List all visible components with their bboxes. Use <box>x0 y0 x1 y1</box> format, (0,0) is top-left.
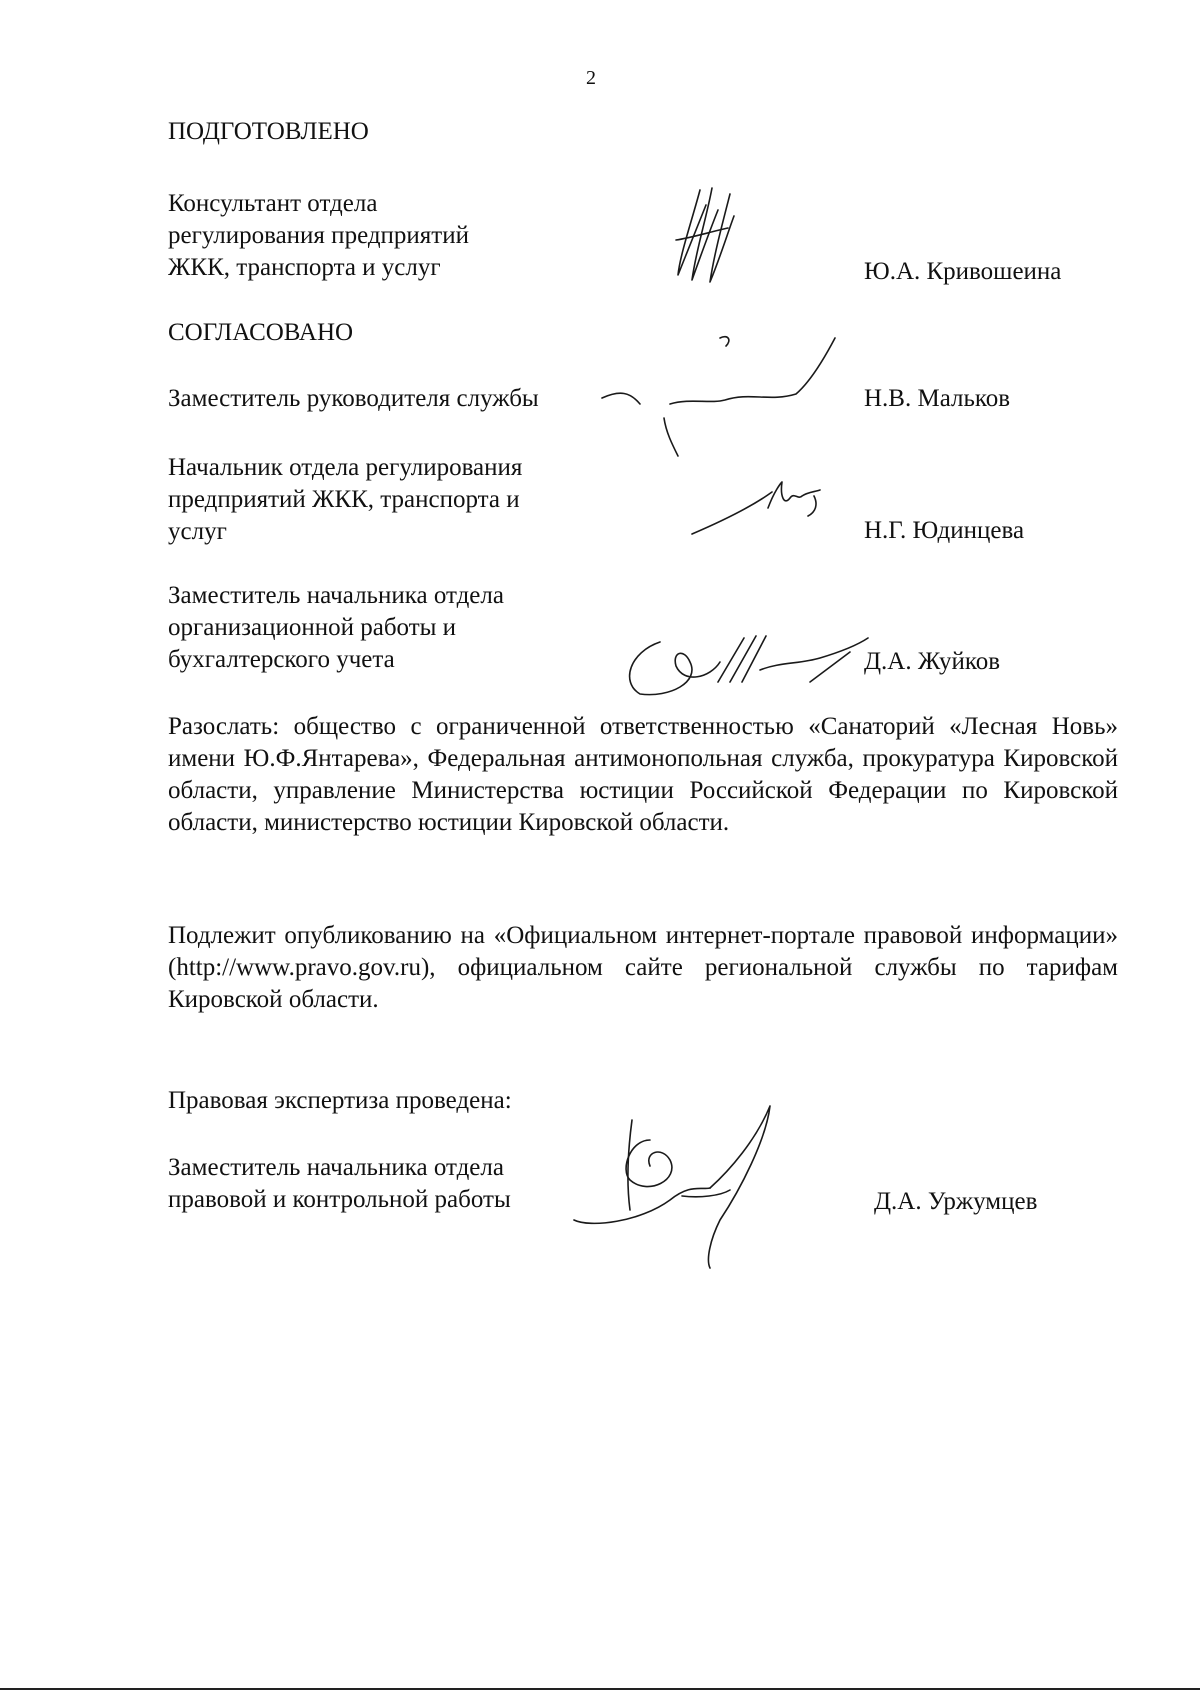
signature-kryvosheina <box>670 180 750 290</box>
position-line: Начальник отдела регулирования <box>168 454 523 481</box>
signer-name: Н.В. Мальков <box>864 385 1011 412</box>
signer-position <box>168 452 522 548</box>
signer-name: Н.Г. Юдинцева <box>864 517 1025 544</box>
signature-zhuykov <box>620 622 870 702</box>
signer-name: Д.А. Жуйков <box>864 648 1001 675</box>
signature-urzhumtsev <box>570 1100 810 1270</box>
position-line: Заместитель начальника отдела <box>168 582 504 609</box>
position-line: организационной работы и <box>168 614 457 641</box>
prepared-name: Ю.А. Кривошеина <box>864 258 1062 285</box>
position-line: бухгалтерского учета <box>168 646 395 673</box>
signer-position <box>168 580 504 676</box>
page-number: 2 <box>586 67 596 89</box>
bottom-rule <box>0 1688 1200 1690</box>
legal-review-heading: Правовая экспертиза проведена: <box>168 1087 512 1114</box>
distribution-paragraph: Разослать: общество с ограниченной ответственностью «Санаторий «Лесная Новь» имени Ю.Ф.Янтарева», Федеральная антимонопольная служба, прокуратура Кировской области, управление Министерства юстиции Российской Федерации по Кировской области, министерство юстиции Кировской области. <box>168 713 1118 836</box>
prepared-heading: ПОДГОТОВЛЕНО <box>168 118 369 145</box>
position-line: Консультант отдела <box>168 190 378 217</box>
signature-malkov <box>600 332 840 462</box>
signer-position <box>168 383 539 415</box>
position-line: Заместитель руководителя службы <box>168 385 539 412</box>
signature-yudintseva <box>690 478 830 538</box>
publication-paragraph: Подлежит опубликованию на «Официальном интернет-портале правовой информации» (http://www.pravo.gov.ru), официальном сайте региональной службы по тарифам Кировской области. <box>168 922 1118 1013</box>
prepared-position <box>168 188 469 284</box>
position-line: правовой и контрольной работы <box>168 1186 511 1213</box>
position-line: предприятий ЖКК, транспорта и <box>168 486 520 513</box>
legal-review-name: Д.А. Уржумцев <box>874 1188 1038 1215</box>
agreed-heading: СОГЛАСОВАНО <box>168 319 354 346</box>
position-line: ЖКК, транспорта и услуг <box>168 254 441 281</box>
position-line: услуг <box>168 518 227 545</box>
position-line: регулирования предприятий <box>168 222 469 249</box>
position-line: Заместитель начальника отдела <box>168 1154 504 1181</box>
legal-review-position <box>168 1152 511 1216</box>
